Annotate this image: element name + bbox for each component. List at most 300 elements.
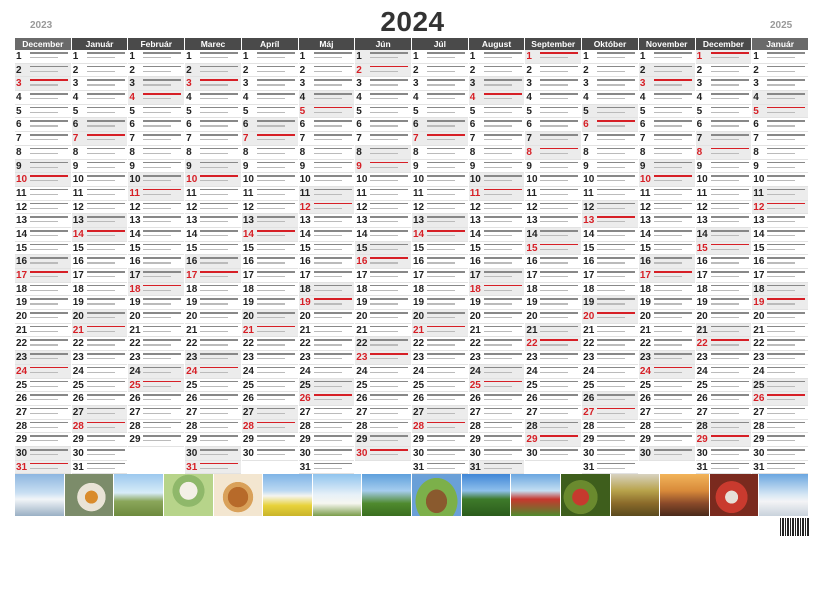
weekday-text-line <box>767 463 805 465</box>
day-number: 14 <box>129 228 141 240</box>
day-cell <box>696 50 752 64</box>
day-cell <box>299 269 355 283</box>
day-number: 2 <box>242 64 249 76</box>
weekday-text-line <box>427 271 465 273</box>
nameday-text-line <box>767 139 795 140</box>
nameday-text-line <box>314 386 342 387</box>
nameday-text-line <box>540 71 568 72</box>
weekday-text-line <box>257 353 295 355</box>
nameday-text-line <box>711 427 739 428</box>
day-cell <box>185 91 241 105</box>
day-cell <box>185 242 241 256</box>
day-number: 10 <box>639 174 651 186</box>
day-number: 4 <box>16 92 22 104</box>
weekday-text-line <box>257 107 295 109</box>
day-cell <box>185 406 241 420</box>
day-number: 15 <box>413 242 425 254</box>
day-cell <box>752 433 808 447</box>
weekday-text-line <box>370 52 408 54</box>
day-number: 27 <box>469 406 481 418</box>
day-number: 22 <box>72 338 84 350</box>
weekday-text-line <box>143 367 181 369</box>
day-cell <box>525 77 581 91</box>
day-cell <box>299 173 355 187</box>
weekday-text-line <box>143 162 181 164</box>
day-cell <box>639 379 695 393</box>
day-cell <box>72 77 128 91</box>
nameday-text-line <box>597 372 625 373</box>
nameday-text-line <box>314 276 342 277</box>
day-number: 29 <box>583 434 595 446</box>
nameday-text-line <box>30 317 58 318</box>
day-number: 27 <box>696 406 708 418</box>
day-number: 25 <box>413 379 425 391</box>
weekday-text-line <box>597 367 635 369</box>
weekday-text-line <box>314 52 352 54</box>
day-number: 22 <box>356 338 368 350</box>
day-cell <box>355 105 411 119</box>
nameday-text-line <box>370 84 398 85</box>
day-cell <box>639 337 695 351</box>
nameday-text-line <box>484 112 512 113</box>
day-cell <box>72 433 128 447</box>
day-cell <box>752 77 808 91</box>
day-cell <box>15 406 71 420</box>
nameday-text-line <box>540 344 568 345</box>
day-cell <box>242 296 298 310</box>
weekday-text-line <box>427 244 465 246</box>
day-cell <box>412 146 468 160</box>
day-number: 30 <box>186 447 198 459</box>
day-number: 13 <box>242 215 254 227</box>
day-cell <box>15 365 71 379</box>
nameday-text-line <box>314 413 342 414</box>
day-number: 3 <box>469 78 476 90</box>
day-cell <box>185 461 241 475</box>
day-cell <box>525 118 581 132</box>
nameday-text-line <box>200 125 228 126</box>
nameday-text-line <box>87 57 115 58</box>
day-cell <box>299 406 355 420</box>
weekday-text-line <box>597 79 635 81</box>
weekday-text-line <box>257 203 295 205</box>
nameday-text-line <box>427 84 455 85</box>
day-cell <box>185 146 241 160</box>
day-number: 17 <box>469 270 481 281</box>
day-number: 13 <box>583 215 595 227</box>
nameday-text-line <box>87 454 115 455</box>
nameday-text-line <box>200 427 228 428</box>
nameday-text-line <box>767 235 795 236</box>
weekday-text-line <box>30 326 68 328</box>
weekday-text-line <box>484 353 522 355</box>
day-cell <box>299 50 355 64</box>
weekday-text-line <box>427 394 465 396</box>
nameday-text-line <box>767 331 795 332</box>
day-cell <box>752 105 808 119</box>
nameday-text-line <box>484 413 512 414</box>
day-number: 23 <box>583 352 595 364</box>
weekday-text-line <box>314 257 352 259</box>
nameday-text-line <box>597 413 625 414</box>
weekday-text-line <box>87 203 125 205</box>
nameday-text-line <box>30 303 58 304</box>
nameday-text-line <box>597 290 625 291</box>
day-cell <box>128 392 184 406</box>
nameday-text-line <box>767 454 795 455</box>
day-cell <box>469 187 525 201</box>
weekday-text-line <box>257 422 295 424</box>
nameday-text-line <box>370 194 398 195</box>
weekday-text-line <box>370 203 408 205</box>
day-cell <box>185 118 241 132</box>
day-number: 2 <box>186 64 192 76</box>
day-cell <box>469 64 525 78</box>
day-cell <box>412 201 468 215</box>
day-number: 29 <box>639 434 651 446</box>
day-number: 4 <box>413 92 419 104</box>
day-cell <box>412 105 468 119</box>
day-cell <box>242 228 298 242</box>
day-cell <box>469 50 525 64</box>
day-number: 14 <box>186 228 198 240</box>
nameday-text-line <box>711 235 739 236</box>
day-number: 24 <box>583 365 595 377</box>
weekday-text-line <box>370 339 408 341</box>
weekday-text-line <box>654 435 692 437</box>
day-cell <box>15 392 71 406</box>
day-cell <box>582 310 638 324</box>
nameday-text-line <box>767 153 795 154</box>
nameday-text-line <box>540 372 568 373</box>
nameday-text-line <box>540 413 568 414</box>
barcode <box>780 518 810 536</box>
nameday-text-line <box>767 290 795 291</box>
nameday-text-line <box>257 208 285 209</box>
empty-cell <box>242 461 298 475</box>
weekday-text-line <box>143 189 181 191</box>
day-cell <box>582 269 638 283</box>
day-number: 31 <box>469 461 481 473</box>
weekday-text-line <box>30 298 68 300</box>
nameday-text-line <box>654 112 682 113</box>
nameday-text-line <box>370 221 398 222</box>
nameday-text-line <box>540 194 568 195</box>
day-number: 28 <box>753 420 765 432</box>
nameday-text-line <box>143 153 171 154</box>
day-number: 31 <box>16 461 28 473</box>
weekday-text-line <box>540 394 578 396</box>
weekday-text-line <box>200 339 238 341</box>
day-number: 9 <box>526 160 532 172</box>
day-cell <box>15 461 71 475</box>
day-cell <box>242 132 298 146</box>
day-cell <box>525 132 581 146</box>
month-column <box>72 38 128 474</box>
nameday-text-line <box>143 249 171 250</box>
weekday-text-line <box>314 203 352 205</box>
day-number: 26 <box>639 393 651 405</box>
day-number: 29 <box>242 434 254 446</box>
weekday-text-line <box>257 79 295 81</box>
day-number: 1 <box>356 51 362 62</box>
day-number: 10 <box>186 174 198 186</box>
day-cell <box>185 324 241 338</box>
day-number: 3 <box>639 78 646 90</box>
nameday-text-line <box>200 468 228 469</box>
day-number: 17 <box>186 270 198 281</box>
nameday-text-line <box>370 153 398 154</box>
nameday-text-line <box>87 167 115 168</box>
nameday-text-line <box>597 399 625 400</box>
weekday-text-line <box>370 285 408 287</box>
nameday-text-line <box>484 290 512 291</box>
weekday-text-line <box>257 257 295 259</box>
day-number: 10 <box>526 174 538 186</box>
nameday-text-line <box>257 221 285 222</box>
weekday-text-line <box>314 189 352 191</box>
day-number: 27 <box>583 406 595 418</box>
nameday-text-line <box>767 358 795 359</box>
weekday-text-line <box>30 353 68 355</box>
day-cell <box>582 91 638 105</box>
day-cell <box>582 461 638 475</box>
weekday-text-line <box>427 312 465 314</box>
day-cell <box>696 105 752 119</box>
nameday-text-line <box>370 344 398 345</box>
day-cell <box>15 146 71 160</box>
day-number: 1 <box>469 51 476 62</box>
tree-photo <box>164 474 213 516</box>
day-cell <box>242 379 298 393</box>
day-cell <box>469 392 525 406</box>
weekday-text-line <box>484 367 522 369</box>
weekday-text-line <box>87 353 125 355</box>
weekday-text-line <box>767 339 805 341</box>
weekday-text-line <box>314 244 352 246</box>
weekday-text-line <box>314 339 352 341</box>
nameday-text-line <box>87 153 115 154</box>
weekday-text-line <box>484 381 522 383</box>
nameday-text-line <box>484 180 512 181</box>
day-cell <box>639 365 695 379</box>
day-number: 14 <box>16 228 28 240</box>
nameday-text-line <box>87 84 115 85</box>
day-cell <box>299 283 355 297</box>
nameday-text-line <box>767 399 795 400</box>
day-number: 20 <box>639 311 651 323</box>
day-number: 24 <box>16 365 28 377</box>
day-number: 2 <box>696 64 703 76</box>
nameday-text-line <box>257 386 285 387</box>
nameday-text-line <box>427 139 455 140</box>
day-cell <box>639 242 695 256</box>
nameday-text-line <box>654 358 682 359</box>
nameday-text-line <box>143 112 171 113</box>
weekday-text-line <box>540 175 578 177</box>
weekday-text-line <box>484 93 522 95</box>
weekday-text-line <box>30 93 68 95</box>
day-number: 3 <box>72 78 79 90</box>
weekday-text-line <box>30 189 68 191</box>
day-cell <box>15 77 71 91</box>
nameday-text-line <box>30 71 58 72</box>
nameday-text-line <box>654 71 682 72</box>
day-number: 26 <box>583 393 595 405</box>
day-cell <box>185 351 241 365</box>
weekday-text-line <box>257 298 295 300</box>
nameday-text-line <box>257 235 285 236</box>
nameday-text-line <box>597 180 625 181</box>
day-number: 28 <box>639 420 651 432</box>
day-number: 2 <box>753 64 759 76</box>
weekday-text-line <box>87 244 125 246</box>
day-cell <box>752 50 808 64</box>
day-number: 14 <box>299 228 311 240</box>
nameday-text-line <box>143 303 171 304</box>
day-number: 23 <box>469 352 481 364</box>
nameday-text-line <box>427 153 455 154</box>
nameday-text-line <box>711 331 739 332</box>
day-number: 12 <box>299 201 311 213</box>
day-number: 23 <box>753 352 765 364</box>
nameday-text-line <box>370 139 398 140</box>
day-number: 13 <box>526 215 538 227</box>
nameday-text-line <box>143 208 171 209</box>
weekday-text-line <box>370 312 408 314</box>
nameday-text-line <box>711 98 739 99</box>
nameday-text-line <box>597 71 625 72</box>
weekday-text-line <box>370 435 408 437</box>
weekday-text-line <box>30 367 68 369</box>
day-cell <box>355 228 411 242</box>
day-number: 12 <box>753 201 765 213</box>
weekday-text-line <box>257 326 295 328</box>
weekday-text-line <box>540 52 578 54</box>
day-number: 9 <box>413 160 419 172</box>
nameday-text-line <box>711 276 739 277</box>
nameday-text-line <box>143 440 171 441</box>
weekday-text-line <box>87 189 125 191</box>
weekday-text-line <box>540 148 578 150</box>
day-cell <box>299 118 355 132</box>
day-number: 23 <box>129 352 141 364</box>
nameday-text-line <box>711 358 739 359</box>
nameday-text-line <box>30 125 58 126</box>
nameday-text-line <box>767 167 795 168</box>
day-number: 15 <box>72 242 84 254</box>
nameday-text-line <box>200 139 228 140</box>
weekday-text-line <box>30 312 68 314</box>
day-number: 22 <box>129 338 141 350</box>
nameday-text-line <box>540 290 568 291</box>
nameday-text-line <box>711 440 739 441</box>
day-cell <box>639 118 695 132</box>
day-cell <box>299 77 355 91</box>
day-number: 25 <box>469 379 481 391</box>
day-number: 8 <box>583 146 589 158</box>
nameday-text-line <box>87 372 115 373</box>
weekday-text-line <box>484 271 522 273</box>
nameday-text-line <box>711 221 739 222</box>
day-number: 6 <box>696 119 703 131</box>
weekday-text-line <box>711 312 749 314</box>
nameday-text-line <box>314 454 342 455</box>
day-number: 3 <box>753 78 759 90</box>
nameday-text-line <box>30 57 58 58</box>
day-number: 5 <box>186 105 192 117</box>
day-number: 4 <box>469 92 476 104</box>
day-number: 7 <box>242 133 249 145</box>
weekday-text-line <box>654 257 692 259</box>
day-number: 24 <box>72 365 84 377</box>
nameday-text-line <box>87 180 115 181</box>
nameday-text-line <box>654 276 682 277</box>
nameday-text-line <box>314 167 342 168</box>
nameday-text-line <box>200 303 228 304</box>
nameday-text-line <box>30 194 58 195</box>
day-cell <box>752 392 808 406</box>
nameday-text-line <box>314 153 342 154</box>
day-cell <box>128 324 184 338</box>
nameday-text-line <box>540 112 568 113</box>
nameday-text-line <box>484 331 512 332</box>
day-cell <box>639 187 695 201</box>
nameday-text-line <box>30 331 58 332</box>
day-number: 4 <box>696 92 703 104</box>
day-number: 22 <box>469 338 481 350</box>
day-cell <box>696 77 752 91</box>
day-cell <box>469 365 525 379</box>
nameday-text-line <box>257 262 285 263</box>
nameday-text-line <box>484 153 512 154</box>
day-cell <box>525 91 581 105</box>
day-cell <box>469 255 525 269</box>
day-number: 3 <box>356 78 362 90</box>
weekday-text-line <box>540 244 578 246</box>
vineyard-photo <box>611 474 660 516</box>
day-cell <box>299 242 355 256</box>
nameday-text-line <box>484 208 512 209</box>
weekday-text-line <box>711 449 749 451</box>
day-cell <box>355 420 411 434</box>
nameday-text-line <box>427 208 455 209</box>
day-number: 1 <box>129 51 135 62</box>
day-cell <box>525 420 581 434</box>
day-number: 29 <box>72 434 84 446</box>
nameday-text-line <box>654 208 682 209</box>
month-column <box>412 38 468 474</box>
day-cell <box>355 64 411 78</box>
nameday-text-line <box>200 249 228 250</box>
day-number: 11 <box>356 187 367 199</box>
weekday-text-line <box>87 216 125 218</box>
weekday-text-line <box>143 244 181 246</box>
weekday-text-line <box>540 93 578 95</box>
day-number: 1 <box>186 51 192 62</box>
day-number: 7 <box>413 133 419 145</box>
nameday-text-line <box>30 276 58 277</box>
nameday-text-line <box>484 125 512 126</box>
nameday-text-line <box>711 386 739 387</box>
day-number: 20 <box>186 311 198 323</box>
day-cell <box>696 255 752 269</box>
weekday-text-line <box>143 435 181 437</box>
weekday-text-line <box>654 367 692 369</box>
weekday-text-line <box>597 107 635 109</box>
nameday-text-line <box>597 57 625 58</box>
day-cell <box>525 351 581 365</box>
